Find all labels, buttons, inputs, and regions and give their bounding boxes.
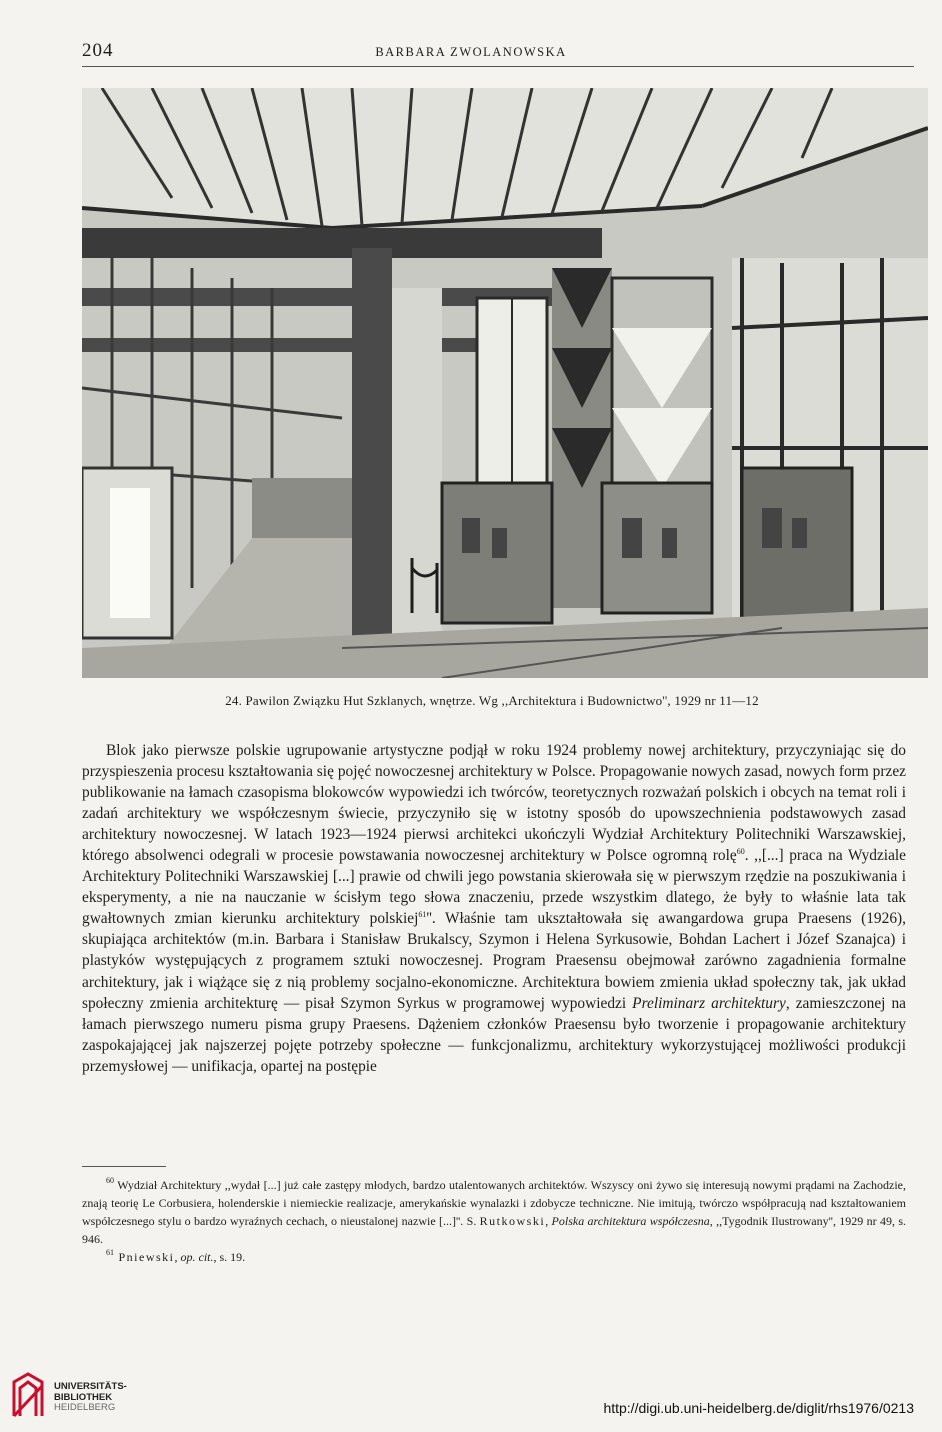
page-number: 204 [82, 40, 114, 61]
library-logo-icon [10, 1372, 46, 1418]
cited-title: Preliminarz architektury [632, 994, 786, 1012]
footnote-60: $^{60}$ Wydział Architektury ,,wydał [...] już całe zastępy młodych, bardzo utalentowanych architektów. Wszyscy oni żywo się interesują nowymi prądami na Zachodzie, znają teorię Le Corbusiera, holenderskie i niemieckie realizacje, amerykańskie wynalazki i zdobycze techniczne. Nie imitują, twórczo współpracują nad kształtowaniem współczesnego stylu o bardzo wyraźnych cechach, o nieustalonej nazwie [...]''. S. Rutkowski, Polska architektura współczesna, ,,Tygodnik Ilustrowany'', 1929 nr 49, s. 946. [82, 1176, 907, 1246]
header-rule [82, 66, 914, 67]
pavilion-interior-photo [82, 88, 928, 678]
footnote-ref-60: 60 [736, 847, 745, 857]
figure-caption: 24. Pawilon Związku Hut Szklanych, wnętrze. Wg ,,Architektura i Budownictwo'', 1929 nr 11—12 [225, 693, 759, 708]
running-head: BARBARA ZWOLANOWSKA [375, 45, 567, 59]
footnote-rule [82, 1166, 166, 1167]
body-paragraph: Blok jako pierwsze polskie ugrupowanie artystyczne podjął w roku 1924 problemy nowej architektury, przyczyniając się do przyspieszenia procesu kształtowania się pojęć nowoczesnej architektury w Polsce. Propagowanie nowych zasad, nowych form przez publikowanie na łamach czasopisma blokowców wypowiedzi ich twórców, teoretycznych rozważań polskich i obcych na temat roli i zadań architektury we współczesnym świecie, przyczyniło się w istotny sposób do upowszechnienia podstawowych zasad architektury nowoczesnej. W latach 1923—1924 pierwsi architekci ukończyli Wydział Architektury Politechniki Warszawskiej, którego absolwenci odegrali w procesie powstawania nowoczesnej architektury w Polsce ogromną rolę$^{60}$. ,,[...] praca na Wydziale Architektury Politechniki Warszawskiej [...] prawie od chwili jego powstania skierowała się w pierwszym rzędzie na poszukiwania i eksperymenty, a nie na nauczanie w ścisłym tego słowa znaczeniu, przede wszystkim dlatego, że były to właśnie lata tak gwałtownych zmian kierunku architektury polskiej$^{61}$''. Właśnie tam ukształtowała się awangardowa grupa Praesens (1926), skupiająca architektów (m.in. Barbara i Stanisław Brukalscy, Szymon i Helena Syrkusowie, Bohdan Lachert i Józef Szanajca) i plastyków występujących z programem sztuki nowoczesnej. Program Praesensu obejmował zarówno zagadnienia formalne architektury, jak i wiążące się z nią problemy socjalno-ekonomiczne. Architektura bowiem zmienia układ społeczny tak, jak układ społeczny zmienia architekturę — pisał Szymon Syrkus w programowej wypowiedzi Preliminarz architektury, zamieszczonej na łamach pierwszego numeru pisma grupy Praesens. Dążeniem członków Praesensu było tworzenie i propagowanie architektury zaspokajającej jak najszerzej pojęte potrzeby społeczne — funkcjonalizmu, architektury wykorzystującej możliwości produkcji przemysłowej — unifikacja, opartej na postępie [82, 742, 907, 1075]
footnote-ref-61: 61 [418, 910, 427, 920]
source-url[interactable]: http://digi.ub.uni-heidelberg.de/diglit/rhs1976/0213 [603, 1400, 914, 1416]
library-name: UNIVERSITÄTS- BIBLIOTHEK HEIDELBERG [54, 1381, 127, 1413]
footnote-61: $^{61}$ Pniewski, op. cit., s. 19. [106, 1248, 246, 1264]
body-text [82, 740, 906, 1077]
footnotes [82, 1176, 906, 1266]
